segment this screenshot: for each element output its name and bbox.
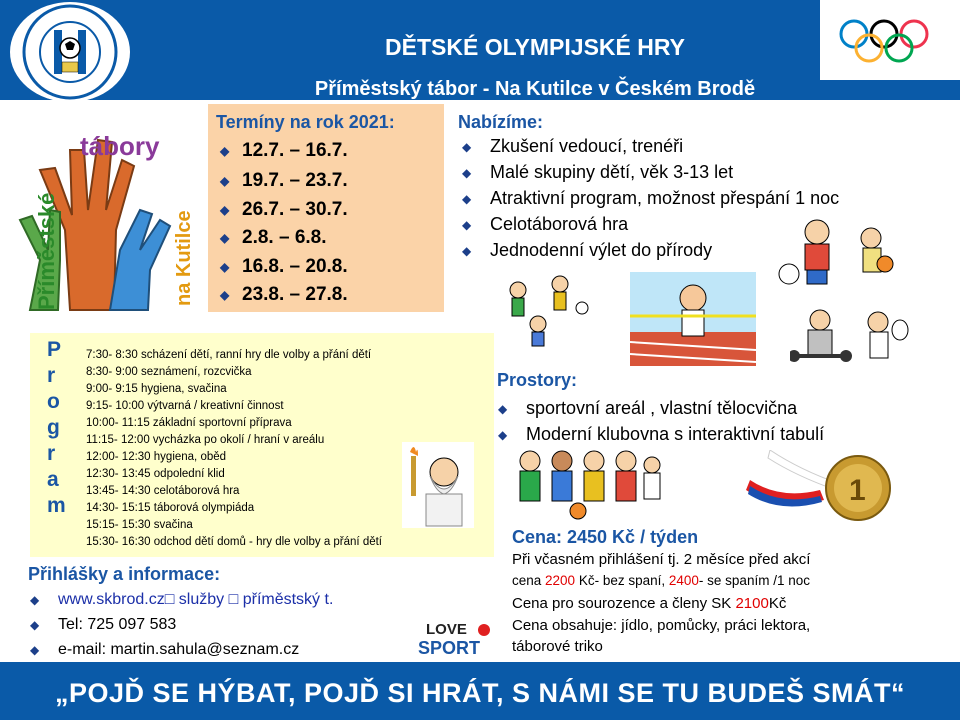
price-line: táborové triko — [512, 638, 603, 655]
tabory-logo — [10, 110, 200, 320]
program-line: 7:30- 8:30 scházení dětí, ranní hry dle volby a přání dětí — [86, 349, 372, 361]
runner-finish-picture — [630, 272, 756, 366]
term-item: ◆ 16.8. – 20.8. — [220, 256, 348, 277]
program-letter: m — [47, 494, 66, 517]
kids-group-graphic — [512, 445, 662, 525]
program-line: 8:30- 9:00 seznámení, rozcvička — [86, 366, 252, 378]
bullet-icon: ◆ — [220, 143, 230, 158]
program-line: 12:00- 12:30 hygiena, oběd — [86, 451, 227, 463]
bullet-icon: ◆ — [462, 192, 472, 207]
bullet-icon: ◆ — [462, 140, 472, 155]
offer-item: ◆ Zkušení vedoucí, trenéři — [462, 136, 684, 156]
space-item: ◆ sportovní areál , vlastní tělocvična — [498, 398, 798, 418]
bullet-icon: ◆ — [220, 202, 230, 217]
page-subtitle: Příměstský tábor - Na Kutilce v Českém Brodě — [314, 78, 756, 100]
program-line: 9:15- 10:00 výtvarná / kreativní činnost — [86, 400, 284, 412]
contact-email: ◆ e-mail: martin.sahula@seznam.cz — [30, 641, 300, 658]
price-heading: Cena: 2450 Kč / týden — [512, 527, 699, 547]
program-line: 14:30- 15:15 táborová olympiáda — [86, 502, 255, 514]
cartoon-sport-kid — [775, 212, 895, 302]
love-sport-logo — [412, 616, 502, 660]
offer-item: ◆ Atraktivní program, možnost přespání 1 noc — [462, 188, 840, 208]
program-line: 10:00- 11:15 základní sportovní příprava — [86, 417, 292, 429]
club-logo — [10, 2, 130, 102]
term-item: ◆ 23.8. – 27.8. — [220, 284, 348, 305]
bullet-icon: ◆ — [220, 173, 230, 188]
program-line: 15:30- 16:30 odchod dětí domů - hry dle volby a přání dětí — [86, 536, 382, 548]
bullet-icon: ◆ — [462, 244, 472, 259]
bullet-icon: ◆ — [220, 259, 230, 274]
program-line: 11:15- 12:00 vycházka po okolí / hraní v areálu — [86, 434, 325, 446]
cartoon-sport-kid-graphic — [775, 212, 895, 302]
kutilce-word: na Kutilce — [173, 210, 195, 306]
bullet-icon: ◆ — [220, 287, 230, 302]
bullet-icon: ◆ — [220, 230, 230, 245]
program-line: 12:30- 13:45 odpolední klid — [86, 468, 225, 480]
runner-graphic — [630, 272, 756, 366]
contact-heading: Přihlášky a informace: — [28, 564, 221, 584]
olympic-rings-icon — [820, 0, 960, 80]
term-item: ◆ 2.8. – 6.8. — [220, 227, 327, 248]
sport-word: SPORT — [418, 638, 481, 658]
zeus-graphic — [402, 442, 474, 528]
program-letter: o — [47, 390, 60, 413]
cartoon-kids-playing — [498, 268, 596, 350]
program-letter: P — [47, 338, 62, 361]
bullet-icon: ◆ — [462, 166, 472, 181]
cartoon-zeus-torch — [402, 442, 474, 528]
space-item: ◆ Moderní klubovna s interaktivní tabulí — [498, 424, 825, 444]
bullet-icon: ◆ — [30, 592, 40, 607]
love-sport-graphic — [412, 616, 502, 660]
price-line: Cena pro sourozence a členy SK 2100Kč — [512, 595, 787, 612]
offer-item: ◆ Malé skupiny dětí, věk 3-13 let — [462, 162, 734, 182]
hands-graphic — [10, 110, 200, 320]
tabory-word: tábory — [80, 131, 160, 161]
term-item: ◆ 19.7. – 23.7. — [220, 170, 348, 191]
web-link[interactable]: www.skbrod.cz□ služby □ příměstský t. — [58, 591, 334, 608]
term-item: ◆ 26.7. – 30.7. — [220, 199, 348, 220]
spaces-heading: Prostory: — [497, 370, 578, 390]
price-line: Při včasném přihlášení tj. 2 měsíce před akcí — [512, 551, 811, 568]
bullet-icon: ◆ — [30, 642, 40, 657]
price-line: cena 2200 Kč- bez spaní, 2400- se spaním /1 noc — [512, 573, 810, 588]
cartoon-athletes — [790, 300, 910, 380]
contact-phone: ◆ Tel: 725 097 583 — [30, 616, 177, 633]
club-logo-graphic — [10, 2, 130, 102]
cartoon-kids-group — [512, 445, 662, 525]
bullet-icon: ◆ — [498, 402, 508, 417]
offer-item: ◆ Jednodenní výlet do přírody — [462, 240, 713, 260]
program-line: 13:45- 14:30 celotáborová hra — [86, 485, 240, 497]
terms-heading: Termíny na rok 2021: — [216, 112, 395, 132]
program-line: 15:15- 15:30 svačina — [86, 519, 193, 531]
cartoon-kids-graphic — [498, 268, 596, 350]
offer-item: ◆ Celotáborová hra — [462, 214, 629, 234]
medal-number: 1 — [849, 474, 866, 507]
bullet-icon: ◆ — [498, 428, 508, 443]
love-word: LOVE — [426, 621, 467, 638]
program-letter: r — [47, 442, 56, 465]
offer-heading: Nabízíme: — [458, 112, 544, 132]
term-item: ◆ 12.7. – 16.7. — [220, 140, 348, 161]
bullet-icon: ◆ — [462, 218, 472, 233]
contact-web — [30, 591, 333, 609]
bullet-icon: ◆ — [30, 617, 40, 632]
olympic-rings — [820, 0, 960, 82]
program-letter: g — [47, 416, 60, 439]
gold-medal — [740, 450, 900, 530]
page-title: DĚTSKÉ OLYMPIJSKÉ HRY — [385, 34, 685, 60]
program-line: 9:00- 9:15 hygiena, svačina — [86, 383, 227, 395]
medal-icon — [740, 450, 900, 530]
program-letter: r — [47, 364, 56, 387]
primestske-word: Příměstské — [34, 192, 59, 310]
price-line: Cena obsahuje: jídlo, pomůcky, práci lektora, — [512, 617, 811, 634]
program-letter: a — [47, 468, 59, 491]
heart-icon — [478, 624, 490, 636]
footer-slogan: „POJĎ SE HÝBAT, POJĎ SI HRÁT, S NÁMI SE TU BUDEŠ SMÁT“ — [54, 678, 906, 708]
cartoon-athletes-graphic — [790, 300, 910, 380]
